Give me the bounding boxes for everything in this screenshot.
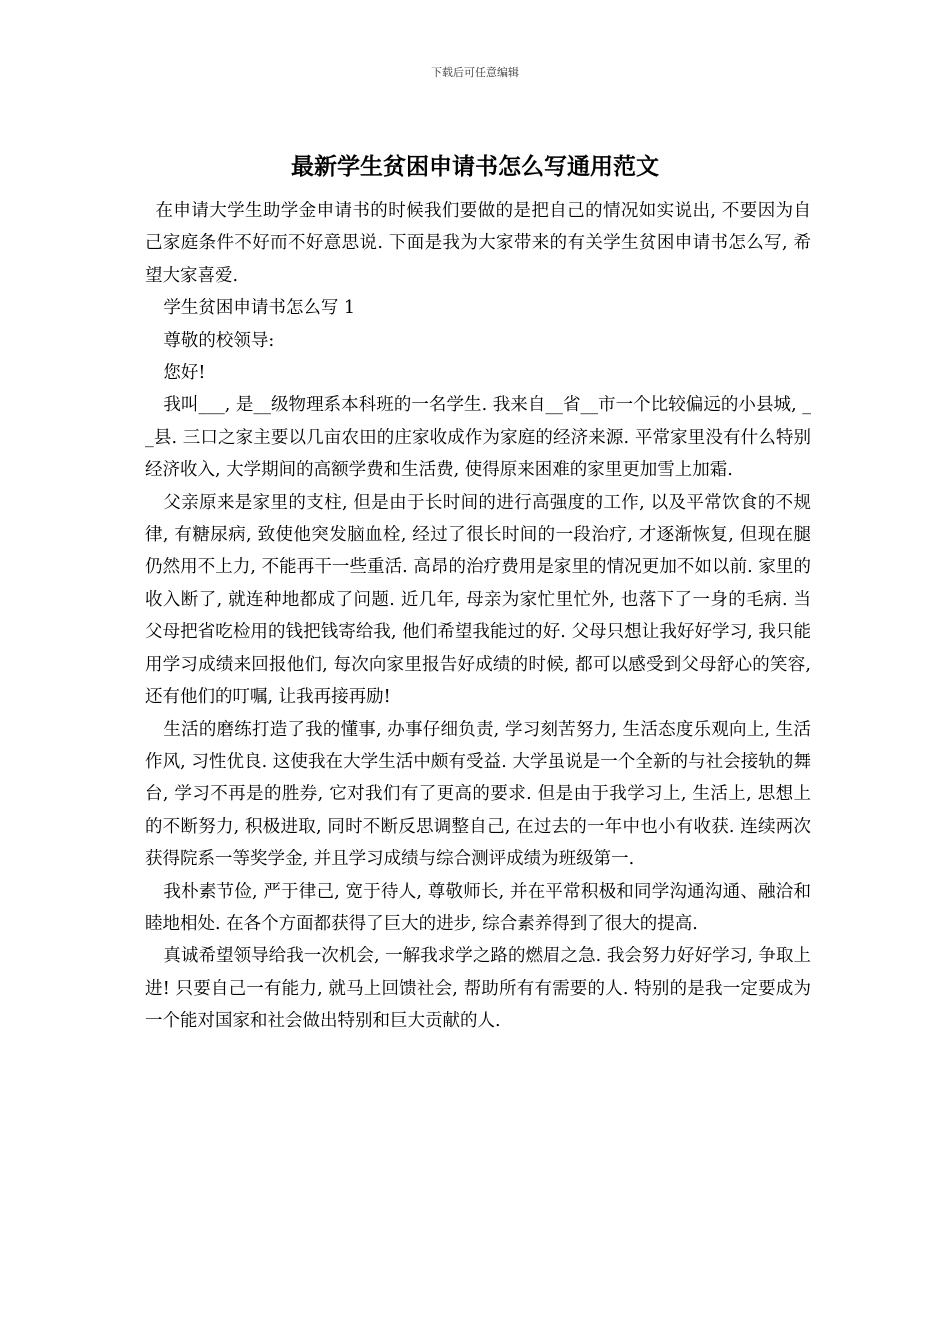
greeting: 您好!	[163, 363, 206, 384]
body-paragraph: 真诚希望领导给我一次机会, 一解我求学之路的燃眉之急. 我会努力好好学习, 争取上进! 只要自己一有能力, 就马上回馈社会, 帮助所有有需要的人. 特别的是我一定要成为一个能对国家和社会做出特别和巨大贡献的人.	[145, 946, 811, 1032]
body-paragraph: 父亲原来是家里的支柱, 但是由于长时间的进行高强度的工作, 以及平常饮食的不规律, 有糖尿病, 致使他突发脑血栓, 经过了很长时间的一段治疗, 才逐渐恢复, 但现在腿仍然用不上力, 不能再干一些重活. 高昂的治疗费用是家里的情况更加不如以前. 家里的收入断了, 就连种地都成了问题. 近几年, 母亲为家忙里忙外, 也落下了一身的毛病. 当父母把省吃检用的钱把钱寄给我, 他们希望我能过的好. 父母只想让我好好学习, 我只能用学习成绩来回报他们, 每次向家里报告好成绩的时候, 都可以感受到父母舒心的笑容, 还有他们的叮嘱, 让我再接再励!	[145, 492, 811, 708]
document-title: 最新学生贫困申请书怎么写通用范文	[291, 153, 659, 180]
salutation: 尊敬的校领导:	[163, 330, 275, 351]
document-body	[145, 195, 811, 1038]
header-note: 下载后可任意编辑	[431, 66, 519, 79]
section-heading: 学生贫困申请书怎么写 1	[163, 298, 356, 319]
intro-paragraph: 在申请大学生助学金申请书的时候我们要做的是把自己的情况如实说出, 不要因为自己家庭条件不好而不好意思说. 下面是我为大家带来的有关学生贫困申请书怎么写, 希望大家喜爱.	[145, 201, 811, 286]
body-paragraph: 我叫___, 是__级物理系本科班的一名学生. 我来自__省__市一个比较偏远的小县城, __县. 三口之家主要以几亩农田的庄家收成作为家庭的经济来源. 平常家里没有什么特别经济收入, 大学期间的高额学费和生活费, 使得原来困难的家里更加雪上加霜.	[145, 395, 811, 481]
body-paragraph: 我朴素节俭, 严于律己, 宽于待人, 尊敬师长, 并在平常积极和同学沟通沟通、融洽和睦地相处. 在各个方面都获得了巨大的进步, 综合素养得到了很大的提高.	[145, 881, 811, 934]
body-paragraph: 生活的磨练打造了我的懂事, 办事仔细负责, 学习刻苦努力, 生活态度乐观向上, 生活作风, 习性优良. 这使我在大学生活中颇有受益. 大学虽说是一个全新的与社会接轨的舞台, 学习不再是的胜券, 它对我们有了更高的要求. 但是由于我学习上, 生活上, 思想上的不断努力, 积极进取, 同时不断反思调整自己, 在过去的一年中也小有收获. 连续两次获得院系一等奖学金, 并且学习成绩与综合测评成绩为班级第一.	[145, 719, 811, 870]
